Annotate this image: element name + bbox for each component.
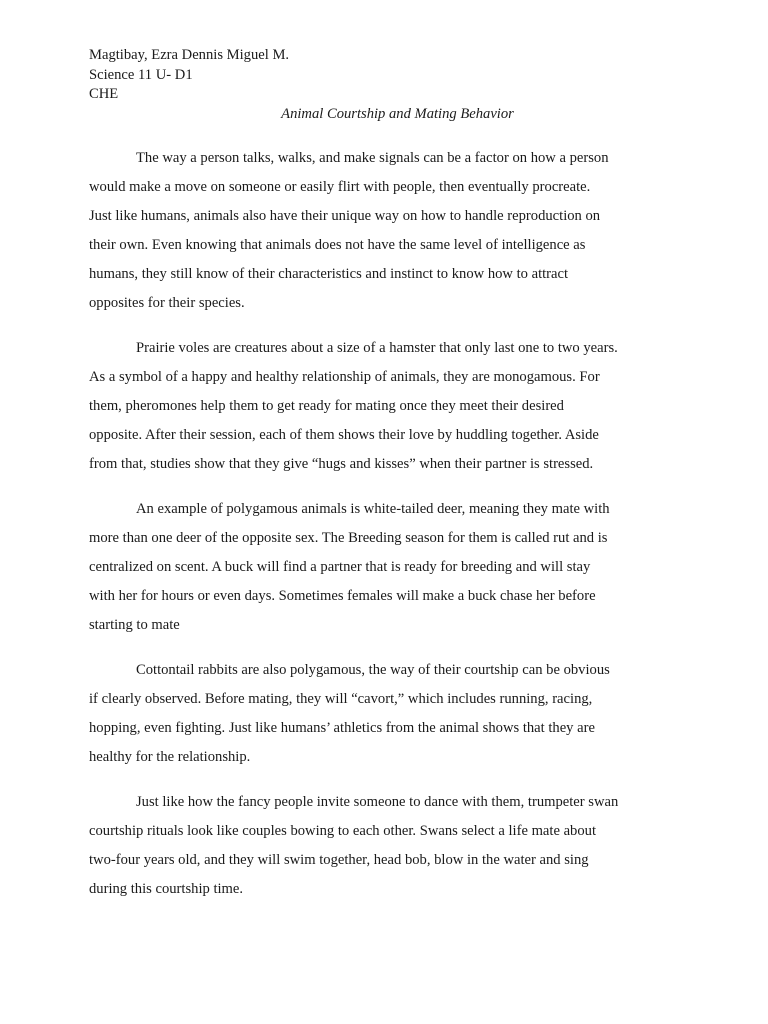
text-line: them, pheromones help them to get ready for mating once they meet their desired bbox=[89, 398, 564, 414]
text-line: An example of polygamous animals is white-tailed deer, meaning they mate with bbox=[136, 501, 610, 517]
author-name: Magtibay, Ezra Dennis Miguel M. bbox=[89, 47, 290, 63]
text-line: Prairie voles are creatures about a size of a hamster that only last one to two years. bbox=[136, 340, 618, 356]
text-line: centralized on scent. A buck will find a partner that is ready for breeding and will stay bbox=[89, 559, 591, 575]
text-line: Just like humans, animals also have their unique way on how to handle reproduction on bbox=[89, 208, 601, 224]
text-line: opposites for their species. bbox=[89, 295, 245, 311]
text-line: The way a person talks, walks, and make signals can be a factor on how a person bbox=[136, 150, 609, 166]
document-title: Animal Courtship and Mating Behavior bbox=[281, 105, 514, 122]
text-line: As a symbol of a happy and healthy relationship of animals, they are monogamous. For bbox=[89, 369, 600, 385]
text-line: two-four years old, and they will swim together, head bob, blow in the water and sing bbox=[89, 852, 589, 868]
text-line: starting to mate bbox=[89, 617, 180, 633]
text-line: would make a move on someone or easily flirt with people, then eventually procreate. bbox=[89, 179, 591, 195]
text-line: from that, studies show that they give “hugs and kisses” when their partner is stressed. bbox=[89, 456, 594, 472]
text-line: with her for hours or even days. Sometimes females will make a buck chase her before bbox=[89, 588, 596, 604]
text-line: Just like how the fancy people invite someone to dance with them, trumpeter swan bbox=[136, 794, 619, 810]
text-line: healthy for the relationship. bbox=[89, 749, 251, 765]
paragraph bbox=[89, 144, 696, 318]
text-line: opposite. After their session, each of them shows their love by huddling together. Aside bbox=[89, 427, 599, 443]
paragraph bbox=[89, 495, 696, 640]
subject-code: CHE bbox=[89, 86, 119, 102]
paragraph bbox=[89, 656, 696, 772]
text-line: courtship rituals look like couples bowing to each other. Swans select a life mate about bbox=[89, 823, 597, 839]
text-line: their own. Even knowing that animals does not have the same level of intelligence as bbox=[89, 237, 586, 253]
class-section: Science 11 U- D1 bbox=[89, 66, 193, 83]
text-line: if clearly observed. Before mating, they will “cavort,” which includes running, racing, bbox=[89, 691, 593, 707]
text-line: during this courtship time. bbox=[89, 881, 244, 897]
text-line: Cottontail rabbits are also polygamous, the way of their courtship can be obvious bbox=[136, 662, 610, 678]
paragraph bbox=[89, 334, 696, 479]
text-line: hopping, even fighting. Just like humans’ athletics from the animal shows that they are bbox=[89, 720, 595, 736]
text-line: more than one deer of the opposite sex. The Breeding season for them is called rut and is bbox=[89, 530, 608, 546]
text-line: humans, they still know of their characteristics and instinct to know how to attract bbox=[89, 266, 569, 282]
paragraph bbox=[89, 788, 696, 904]
